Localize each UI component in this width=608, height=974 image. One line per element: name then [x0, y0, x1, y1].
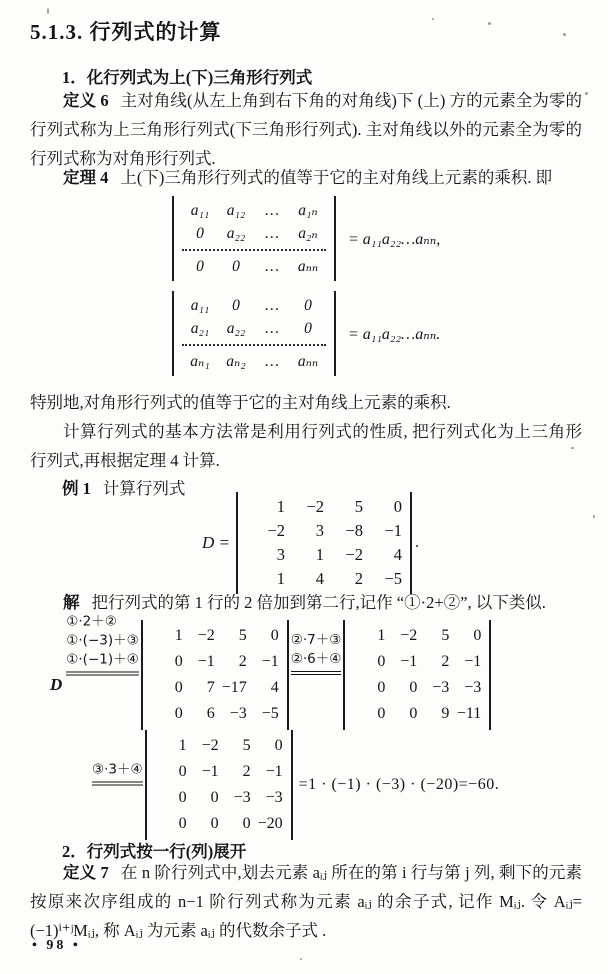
matrix-cell: −3	[432, 679, 450, 696]
matrix-cell: …	[265, 320, 279, 337]
matrix-cell: a₁₁	[190, 202, 210, 219]
matrix-row	[246, 495, 402, 519]
matrix-cell: 3	[276, 545, 285, 564]
matrix-cell: …	[265, 297, 279, 314]
matrix-row	[155, 759, 283, 785]
example-determinant-equation	[202, 492, 419, 594]
subsection-1-heading: 1．化行列式为上(下)三角形行列式	[62, 68, 313, 87]
matrix-cell: 5	[354, 497, 363, 516]
matrix-cell: 0	[377, 705, 386, 722]
matrix-cell: 1	[276, 497, 285, 516]
matrix-cell: −2	[197, 627, 215, 644]
matrix-cell: 0	[196, 258, 204, 275]
step-2-determinant	[343, 620, 491, 730]
row-operation-label: ②·7＋③	[290, 632, 342, 648]
double-rule	[66, 671, 138, 675]
matrix-cell: …	[265, 258, 279, 275]
matrix-cell: −1	[201, 763, 219, 780]
matrix-cell: −11	[456, 705, 482, 722]
solution-label: 解	[63, 593, 80, 612]
matrix-row	[182, 294, 326, 317]
matrix-cell: aₙₙ	[297, 258, 319, 275]
matrix-cell: 1	[174, 627, 183, 644]
matrix-row	[151, 675, 279, 701]
row-operation-annotations-3	[92, 760, 143, 779]
elimination-step-row-2	[90, 730, 499, 840]
diagonal-note: 特别地,对角形行列式的值等于它的主对角线上元素的乘积.	[30, 393, 451, 412]
matrix-cell: −2	[267, 521, 285, 540]
upper-triangular-determinant	[172, 196, 336, 281]
matrix-cell: −2	[345, 545, 363, 564]
matrix-cell: 0	[196, 225, 204, 242]
upper-triangular-equation	[172, 196, 440, 281]
matrix-row	[353, 623, 481, 649]
matrix-row	[151, 701, 279, 727]
matrix-cell: 0	[174, 679, 183, 696]
matrix-cell: 0	[174, 653, 183, 670]
definition-6-text: 主对角线(从左上角到右下角的对角线)下 (上) 方的元素全为零的行列式称为上三角形行列式(下三角形行列式). 主对角线以外的元素全为零的行列式称为对角形行列式.	[30, 91, 583, 168]
matrix-ellipsis-row	[182, 344, 326, 346]
method-note: 计算行列式的基本方法常是利用行列式的性质, 把行列式化为上三角形行列式,再根据定理 4 计算.	[30, 422, 582, 470]
matrix-cell: 0	[210, 789, 219, 806]
matrix-cell: −3	[229, 705, 247, 722]
matrix-cell: 1	[315, 545, 324, 564]
matrix-cell: 4	[270, 679, 279, 696]
matrix-cell: −5	[384, 569, 402, 588]
definition-6	[30, 86, 582, 173]
theorem-4	[30, 163, 582, 192]
matrix-cell: 0	[304, 320, 312, 337]
matrix-cell: 5	[441, 627, 450, 644]
matrix-cell: 5	[242, 737, 251, 754]
matrix-ellipsis-row	[182, 249, 326, 251]
matrix-cell: −1	[265, 763, 283, 780]
matrix-cell: 5	[238, 627, 247, 644]
step-d-label: D	[50, 675, 63, 694]
matrix-cell: a₁ₙ	[298, 202, 318, 219]
row-operation-label: ③·3＋④	[92, 761, 143, 777]
double-rule	[291, 671, 342, 675]
matrix-cell: 9	[441, 705, 450, 722]
matrix-cell: …	[265, 353, 279, 370]
double-rule	[92, 781, 143, 785]
row-operation-label: ①·(−1)＋④	[66, 651, 139, 667]
lower-triangular-result: = a₁₁a₂₂…aₙₙ.	[348, 325, 441, 343]
scan-speck	[585, 92, 588, 95]
matrix-cell: 1	[178, 737, 187, 754]
step-1-determinant	[141, 620, 289, 730]
matrix-cell: 0	[178, 815, 187, 832]
matrix-cell: 0	[304, 297, 312, 314]
subsection-2-heading: 2．行列式按一行(列)展开	[62, 842, 247, 861]
matrix-cell: 0	[210, 815, 219, 832]
matrix-cell: a₂₂	[226, 225, 246, 242]
matrix-cell: aₙ₁	[190, 353, 210, 370]
matrix-cell: −3	[265, 789, 283, 806]
matrix-cell: 0	[377, 679, 386, 696]
matrix-cell: −1	[384, 521, 402, 540]
theorem-4-text: 上(下)三角形行列式的值等于它的主对角线上元素的乘积. 即	[120, 168, 553, 187]
matrix-cell: −1	[464, 653, 482, 670]
matrix-cell: −8	[345, 521, 363, 540]
matrix-row	[353, 701, 481, 727]
definition-7-label: 定义 7	[63, 863, 109, 882]
matrix-row	[353, 675, 481, 701]
matrix-cell: 2	[238, 653, 247, 670]
row-operation-annotations-1	[66, 612, 138, 669]
row-operation-label: ①·(−3)＋③	[66, 632, 139, 648]
matrix-cell: −3	[233, 789, 251, 806]
matrix-cell: aₙₙ	[297, 353, 319, 370]
matrix-row	[155, 811, 283, 837]
matrix-row	[151, 623, 279, 649]
matrix-cell: a₁₁	[190, 297, 210, 314]
page-number: • 98 •	[32, 938, 81, 953]
definition-7	[30, 858, 582, 945]
matrix-cell: a₂₂	[226, 320, 246, 337]
final-result: =1 · (−1) · (−3) · (−20)=−60.	[298, 776, 500, 793]
matrix-cell: 0	[232, 258, 240, 275]
row-operation-annotations-2	[291, 631, 342, 669]
matrix-row	[182, 350, 326, 373]
matrix-cell: 2	[441, 653, 450, 670]
row-operations-3	[92, 760, 143, 785]
matrix-cell: 0	[178, 789, 187, 806]
matrix-cell: 1	[276, 569, 285, 588]
matrix-row	[182, 317, 326, 340]
matrix-row	[155, 733, 283, 759]
matrix-cell: 2	[354, 569, 363, 588]
matrix-row	[246, 519, 402, 543]
theorem-4-label: 定理 4	[63, 168, 109, 187]
matrix-cell: 4	[315, 569, 324, 588]
matrix-cell: 0	[270, 627, 279, 644]
matrix-row	[155, 785, 283, 811]
row-operations-1	[66, 612, 138, 675]
matrix-cell: 0	[178, 763, 187, 780]
equation-period: .	[415, 534, 419, 551]
matrix-cell: a₂ₙ	[298, 225, 318, 242]
example-1-text: 计算行列式	[102, 479, 186, 498]
definition-6-label: 定义 6	[63, 91, 109, 110]
step-3-determinant	[145, 730, 293, 840]
matrix-cell: …	[265, 202, 279, 219]
matrix-cell: 4	[393, 545, 402, 564]
matrix-row	[182, 222, 326, 245]
matrix-cell: 1	[377, 627, 386, 644]
matrix-cell: −17	[221, 679, 247, 696]
matrix-cell: −2	[400, 627, 418, 644]
determinant-lhs: D =	[202, 533, 230, 552]
matrix-cell: −5	[261, 705, 279, 722]
example-1-label: 例 1	[62, 479, 91, 498]
matrix-row	[182, 199, 326, 222]
matrix-cell: −20	[257, 815, 283, 832]
scan-speck	[563, 33, 566, 36]
matrix-cell: −1	[197, 653, 215, 670]
elimination-step-row-1	[50, 613, 491, 730]
matrix-cell: −2	[306, 497, 324, 516]
matrix-cell: a₂₁	[190, 320, 210, 337]
matrix-row	[353, 649, 481, 675]
section-title: 5.1.3. 行列式的计算	[30, 20, 222, 44]
matrix-cell: a₁₂	[226, 202, 246, 219]
matrix-row	[182, 255, 326, 278]
matrix-cell: 0	[242, 815, 251, 832]
matrix-cell: 3	[315, 521, 324, 540]
solution-text: 把行列式的第 1 行的 2 倍加到第二行,记作 “①·2+②”, 以下类似.	[91, 593, 546, 612]
matrix-cell: 0	[409, 705, 418, 722]
matrix-cell: 0	[232, 297, 240, 314]
scan-speck	[488, 22, 491, 25]
matrix-cell: −3	[464, 679, 482, 696]
matrix-cell: aₙ₂	[226, 353, 246, 370]
matrix-cell: −2	[201, 737, 219, 754]
matrix-cell: …	[265, 225, 279, 242]
row-operations-2	[291, 631, 342, 675]
scan-speck	[47, 8, 49, 14]
matrix-cell: 2	[242, 763, 251, 780]
matrix-cell: −1	[400, 653, 418, 670]
matrix-cell: 7	[206, 679, 215, 696]
matrix-cell: 0	[174, 705, 183, 722]
lower-triangular-determinant	[172, 291, 336, 376]
matrix-row	[246, 543, 402, 567]
row-operation-label: ①·2＋②	[66, 613, 117, 629]
matrix-cell: 0	[473, 627, 482, 644]
matrix-cell: 0	[274, 737, 283, 754]
example-determinant	[236, 492, 412, 594]
matrix-cell: 6	[206, 705, 215, 722]
matrix-cell: 0	[377, 653, 386, 670]
lower-triangular-equation	[172, 291, 440, 376]
definition-7-text: 在 n 阶行列式中,划去元素 aᵢⱼ 所在的第 i 行与第 j 列, 剩下的元素按原来次序组成的 n−1 阶行列式称为元素 aᵢⱼ 的余子式, 记作 Mᵢⱼ. 令 Aᵢⱼ=(−1)ⁱ⁺ʲMᵢⱼ, 称 Aᵢⱼ 为元素 aᵢⱼ 的代数余子式 .	[30, 863, 582, 940]
matrix-row	[151, 649, 279, 675]
matrix-cell: 0	[393, 497, 402, 516]
row-operation-label: ②·6＋④	[290, 651, 342, 667]
matrix-cell: 0	[409, 679, 418, 696]
scan-speck	[593, 515, 595, 518]
scan-speck	[300, 958, 302, 960]
scan-speck	[432, 18, 434, 20]
upper-triangular-result: = a₁₁a₂₂…aₙₙ,	[348, 230, 441, 248]
matrix-cell: −1	[261, 653, 279, 670]
